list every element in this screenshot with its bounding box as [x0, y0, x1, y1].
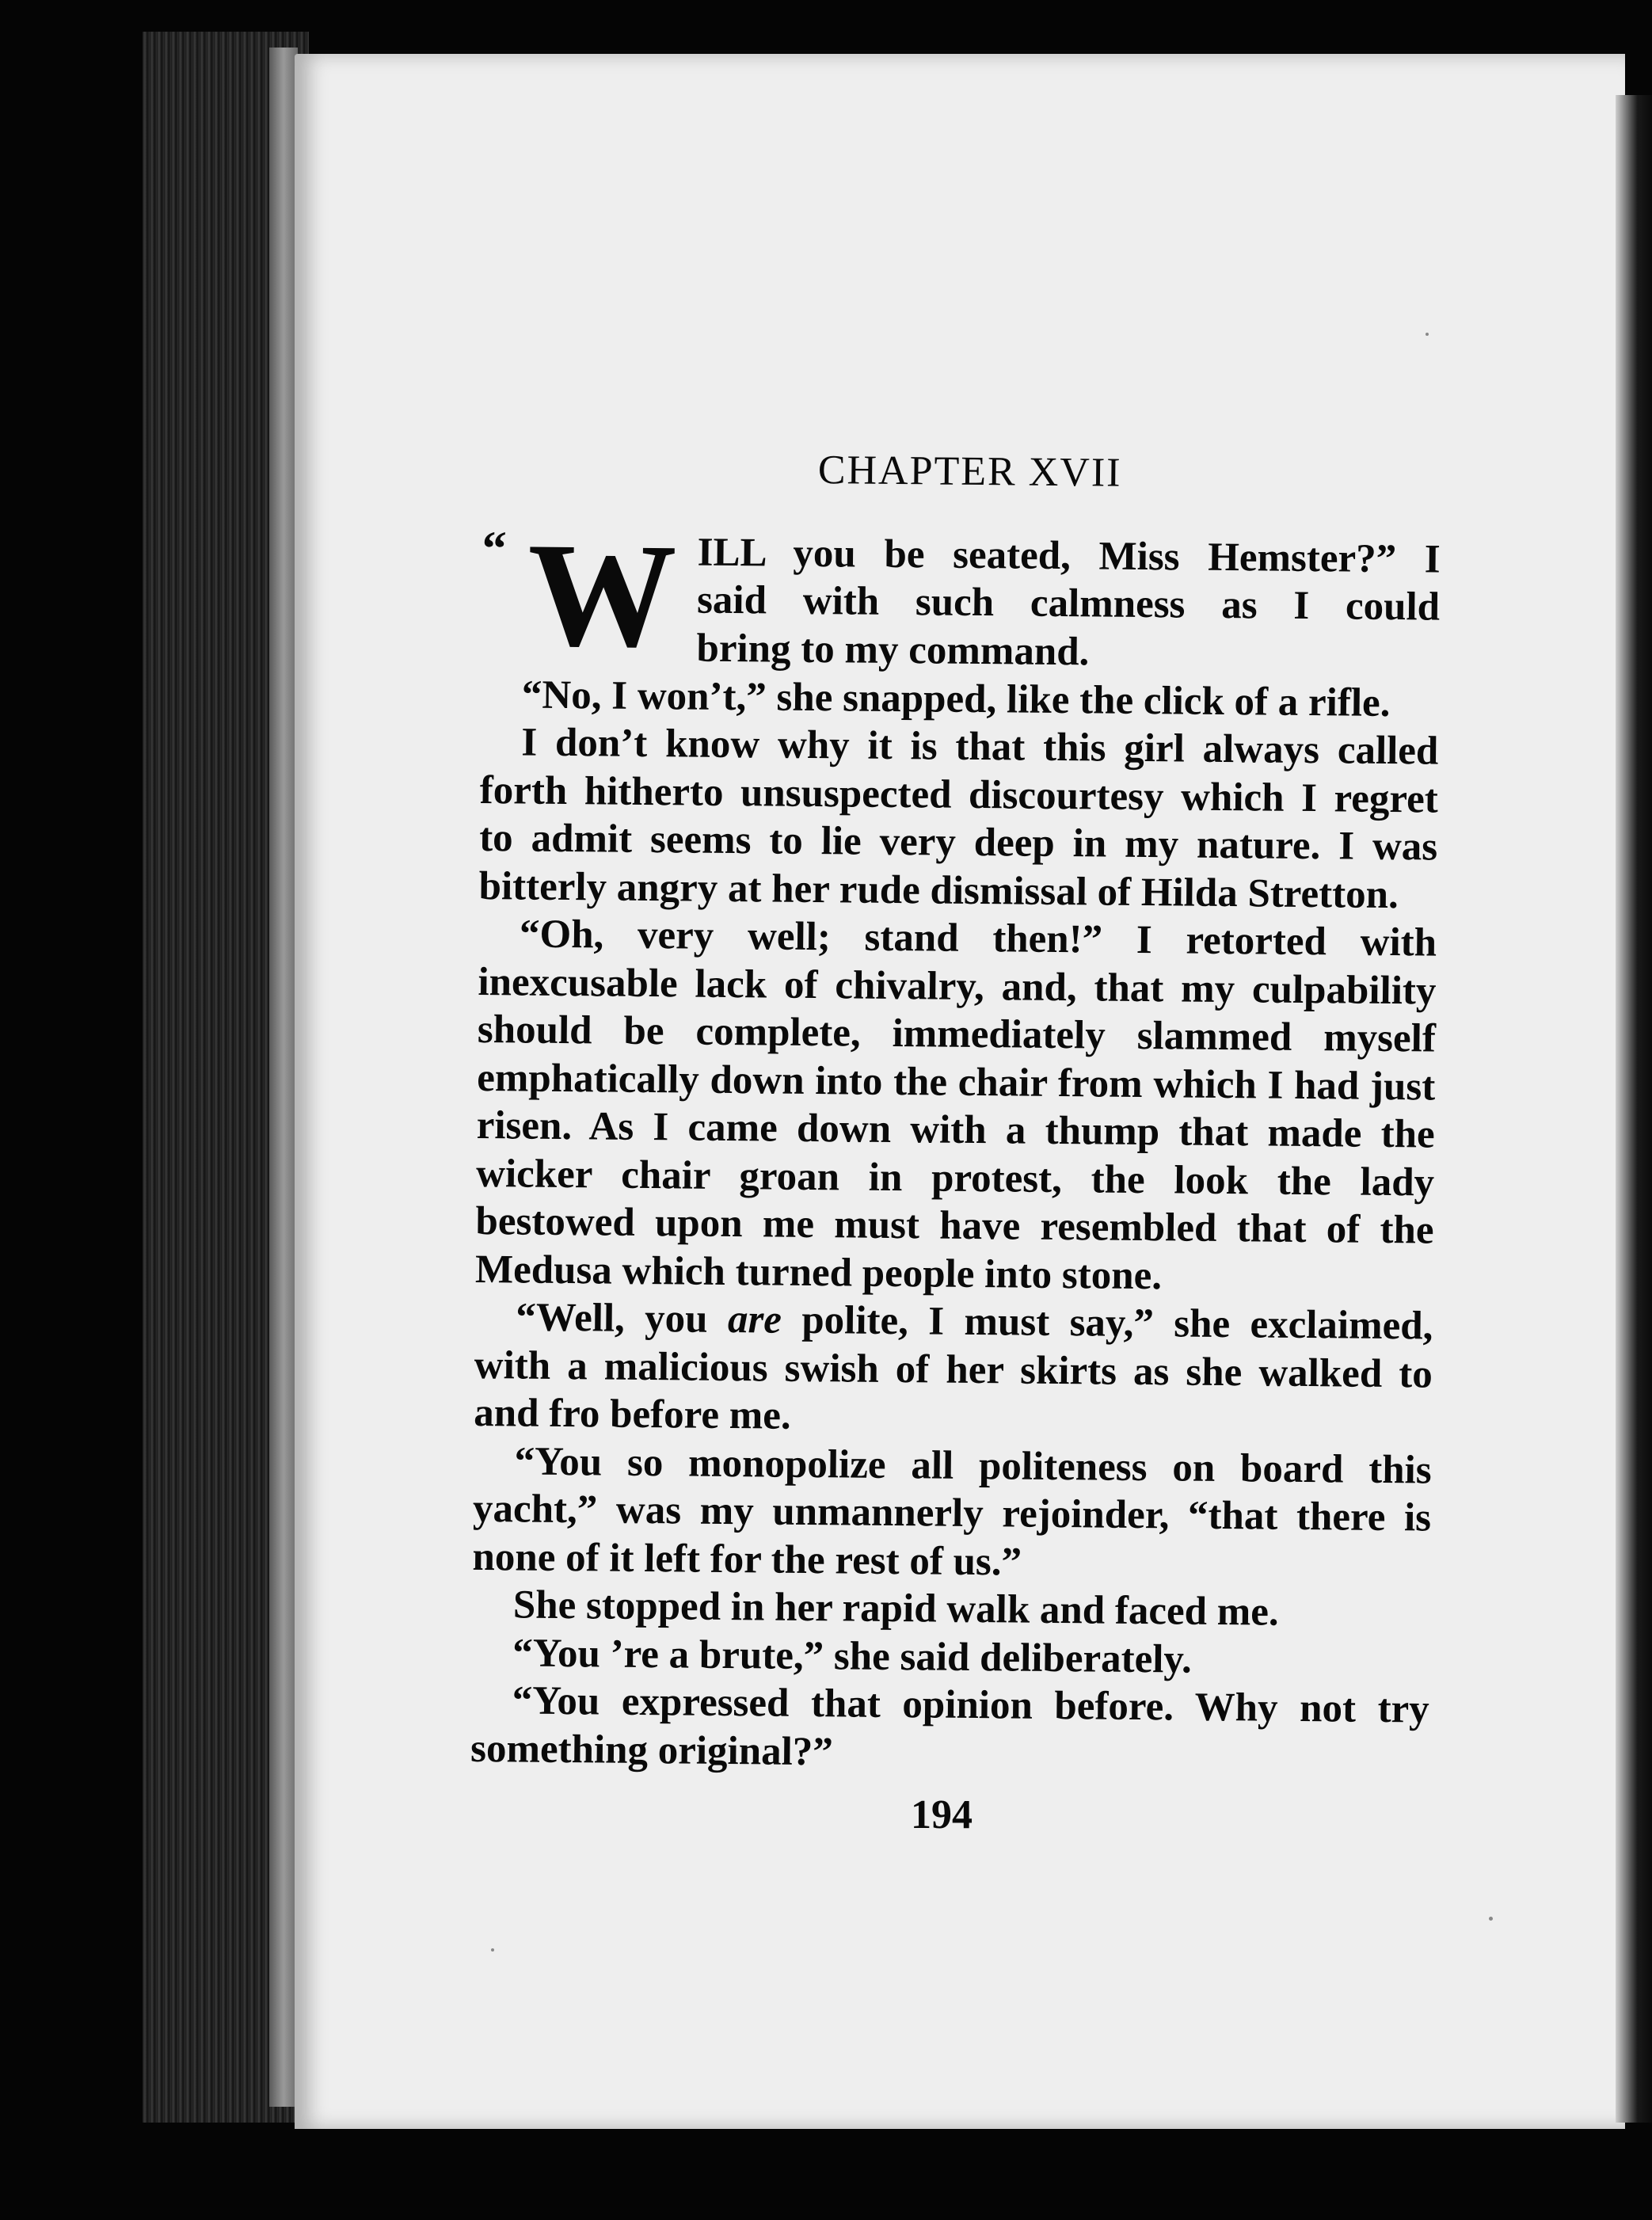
body-paragraph: “You expressed that opinion before. Why not try something original?” [470, 1678, 1429, 1774]
text-run: “Well, you [516, 1295, 729, 1342]
text-run: polite, I must say,” she exclaimed, with a malicious swish of her skirts as she walked to and fro before me. [473, 1297, 1433, 1438]
opening-paragraph [481, 511, 1441, 680]
body-paragraph: I don’t know why it is that this girl always called forth hitherto unsuspected discourtesy which I regret to admit seems to lie very deep in my nature. I was bitterly angry at her rude dismissal of Hilda Stretton. [478, 720, 1439, 917]
facing-page-edge [1616, 95, 1652, 2123]
body-paragraph: “No, I won’t,” she snapped, like the click of a rifle. [521, 672, 1391, 725]
page-number: 194 [911, 1792, 973, 1837]
book-spine-highlight [269, 48, 298, 2107]
body-paragraph: “You ’re a brute,” she said deliberately. [512, 1630, 1193, 1682]
page-text [470, 444, 1441, 1782]
opening-line: said with such calmness as I could [696, 577, 1441, 630]
paper-speck [491, 1948, 494, 1952]
body-paragraph: “You so monopolize all politeness on board this yacht,” was my unmannerly rejoinder, “that there is none of it left for the rest of us.” [472, 1438, 1432, 1585]
body-paragraph [474, 1293, 1433, 1446]
emphasized-word: are [727, 1297, 782, 1342]
paper-speck [1426, 333, 1429, 336]
body-paragraph: “Oh, very well; stand then!” I retorted with inexcusable lack of chivalry, and, that my culpability should be complete, immediately slammed myself emphatically down into the chair from which I had just risen. As I came down with a thump that made the wicker chair groan in protest, the look the lady bestowed upon me must have resembled that of the Medusa which turned people into stone. [474, 912, 1437, 1298]
body-paragraph: She stopped in her rapid walk and faced me. [512, 1582, 1279, 1635]
chapter-title: CHAPTER XVII [817, 447, 1122, 496]
opening-quote-mark: “ [482, 521, 508, 576]
opening-line: ILL you be seated, Miss Hemster?” I [697, 530, 1441, 582]
opening-line: bring to my command. [696, 626, 1090, 674]
paper-speck [1489, 1917, 1493, 1921]
drop-cap-letter: W [527, 511, 678, 678]
